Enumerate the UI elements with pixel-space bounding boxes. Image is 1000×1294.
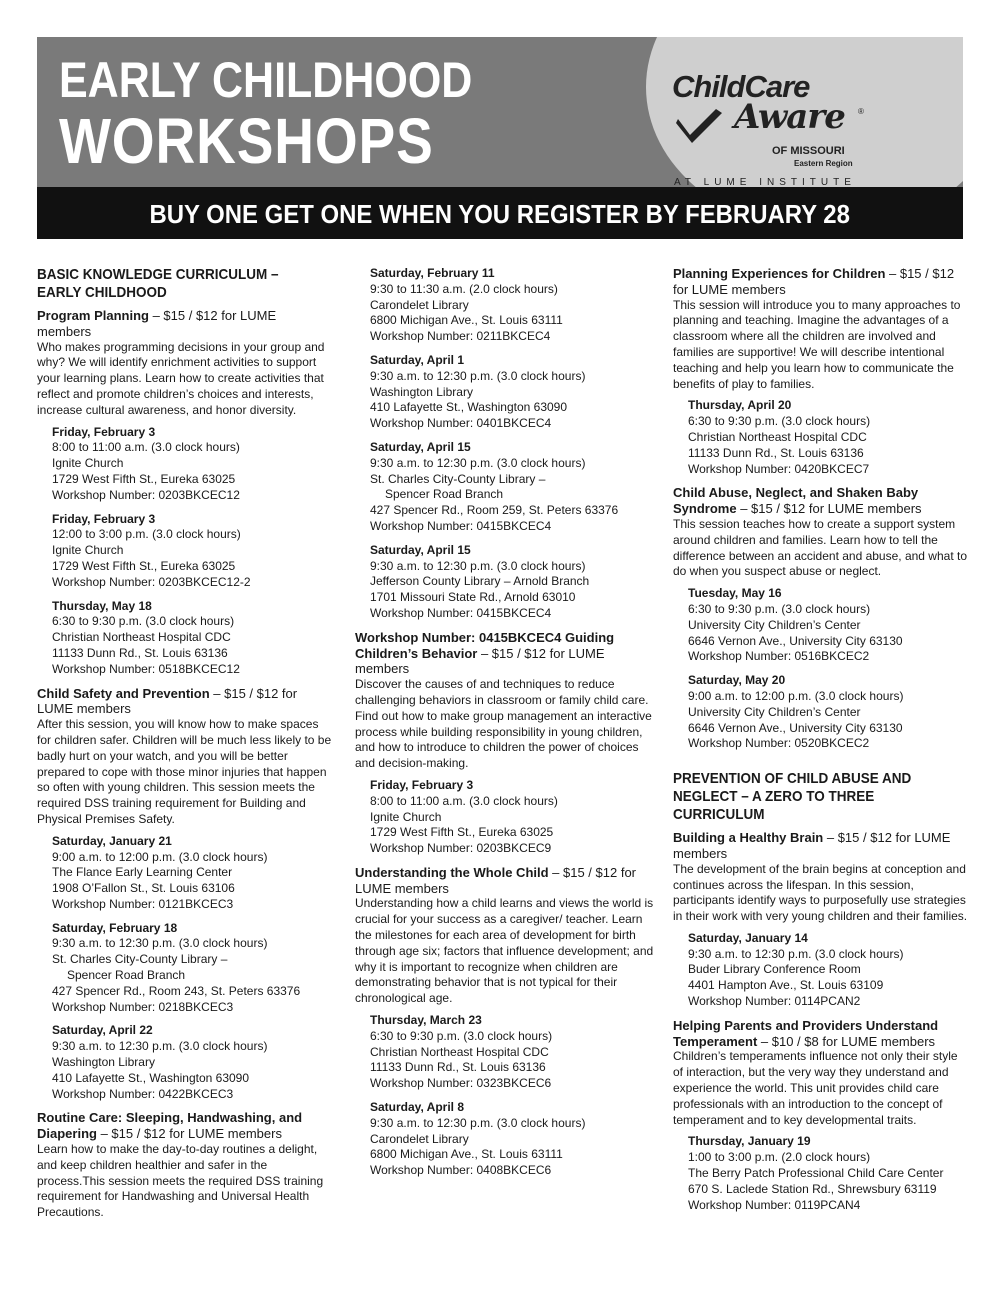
session bbox=[370, 1013, 655, 1092]
session-number: Workshop Number: 0516BKCEC2 bbox=[688, 649, 870, 664]
session-number: Workshop Number: 0203BKCEC12 bbox=[52, 487, 240, 502]
session-place: Carondelet Library bbox=[370, 1131, 469, 1146]
logo-text-3: OF MISSOURI bbox=[772, 145, 845, 157]
session-address: 6800 Michigan Ave., St. Louis 63111 bbox=[370, 313, 563, 328]
session bbox=[688, 398, 968, 477]
session-number: Workshop Number: 0415BKCEC4 bbox=[370, 518, 552, 533]
session-number: Workshop Number: 0408BKCEC6 bbox=[370, 1163, 552, 1178]
session-date: Saturday, April 15 bbox=[370, 542, 471, 557]
session bbox=[52, 425, 332, 504]
workshop-description: After this session, you will know how to make spaces for children safer. Children will be much less likely to be badly hurt on your watch, and you will be better prepared to cope with those minor injuries that happen so often with young children. This session meets the required DSS training requirement for Building and Physical Premises Safety. bbox=[37, 717, 332, 826]
session-address: 1729 West Fifth St., Eureka 63025 bbox=[370, 825, 554, 840]
session-date: Tuesday, May 16 bbox=[688, 586, 782, 601]
session-address: 670 S. Laclede Station Rd., Shrewsbury 63119 bbox=[688, 1181, 937, 1196]
workshop-healthy-brain bbox=[673, 830, 968, 1010]
session bbox=[52, 834, 332, 913]
workshop-title: Routine Care: Sleeping, Handwashing, and Diapering bbox=[37, 1110, 303, 1142]
workshop-child-abuse bbox=[673, 485, 968, 752]
session-address: 410 Lafayette St., Washington 63090 bbox=[370, 400, 568, 415]
session-address: 6800 Michigan Ave., St. Louis 63111 bbox=[370, 1147, 563, 1162]
session-address: 1908 O’Fallon St., St. Louis 63106 bbox=[52, 881, 235, 896]
session-time: 6:30 to 9:30 p.m. (3.0 clock hours) bbox=[370, 1028, 553, 1043]
session-date: Thursday, January 19 bbox=[688, 1134, 811, 1149]
session-place: Washington Library bbox=[370, 384, 473, 399]
session-time: 9:30 a.m. to 12:30 p.m. (3.0 clock hours) bbox=[370, 558, 586, 573]
workshop-title: Child Abuse, Neglect, and Shaken Baby Syndrome bbox=[673, 485, 919, 517]
page-title bbox=[59, 52, 540, 177]
workshop-description: The development of the brain begins at conception and continues across the lifespan. In this session, participants identify ways to purposefully use strategies in their work with very young children and their families. bbox=[673, 861, 968, 924]
session-place: The Berry Patch Professional Child Care Center bbox=[688, 1166, 944, 1181]
session-number: Workshop Number: 0203BKCEC12-2 bbox=[52, 574, 251, 589]
session-date: Saturday, April 1 bbox=[370, 352, 465, 367]
session-address: 11133 Dunn Rd., St. Louis 63136 bbox=[370, 1060, 546, 1075]
session-time: 9:30 a.m. to 12:30 p.m. (3.0 clock hours) bbox=[370, 368, 586, 383]
session-place: Ignite Church bbox=[52, 456, 124, 471]
banner-text: BUY ONE GET ONE WHEN YOU REGISTER BY FEBRUARY 28 bbox=[149, 199, 851, 229]
session-number: Workshop Number: 0422BKCEC3 bbox=[52, 1086, 234, 1101]
workshop-description: Learn how to make the day-to-day routines a delight, and keep children healthier and safer in the process.This session meets the required DSS training requirement for Handwashing and Universal Health Precautions. bbox=[37, 1142, 324, 1220]
session-date: Saturday, May 20 bbox=[688, 673, 786, 688]
session bbox=[370, 778, 655, 857]
session-address: 1701 Missouri State Rd., Arnold 63010 bbox=[370, 590, 576, 605]
workshop-price: – $15 / $12 for LUME members bbox=[355, 864, 636, 896]
session-number: Workshop Number: 0415BKCEC4 bbox=[370, 605, 552, 620]
session-time: 9:00 a.m. to 12:00 p.m. (3.0 clock hours) bbox=[52, 849, 268, 864]
registered-mark: ® bbox=[858, 107, 864, 116]
session-date: Saturday, April 15 bbox=[370, 439, 471, 454]
session-number: Workshop Number: 0401BKCEC4 bbox=[370, 416, 552, 431]
session-time: 8:00 to 11:00 a.m. (3.0 clock hours) bbox=[370, 793, 558, 808]
workshop-temperament bbox=[673, 1018, 968, 1214]
session bbox=[370, 1100, 655, 1179]
column-2 bbox=[355, 266, 655, 1187]
promo-banner bbox=[37, 187, 963, 239]
workshop-description: Children’s temperaments influence not only their style of interaction, but the very way they understand and experience the world. This unit provides child care professionals with an introduction to the concept of temperament and to key developmental traits. bbox=[673, 1049, 958, 1127]
workshop-description: Discover the causes of and techniques to reduce challenging behaviors in classroom or family child care. Find out how to make group management an interactive process while building responsibility in young children, and how to introduce to children the power of choices and decision-making. bbox=[355, 677, 652, 771]
session bbox=[52, 921, 332, 1016]
workshop-description: This session will introduce you to many approaches to planning and teaching. Imagine the advantages of a classroom where all the children are involved and families are supportive! We will describe intentional teaching and help you learn how to communicate the benefits of play to families. bbox=[673, 297, 961, 391]
workshop-price: – $15 / $12 for LUME members bbox=[355, 645, 605, 677]
session-place: Buder Library Conference Room bbox=[688, 962, 861, 977]
title-line-1: EARLY CHILDHOOD bbox=[59, 52, 473, 108]
checkmark-icon bbox=[676, 105, 736, 145]
workshop-price: – $10 / $8 for LUME members bbox=[757, 1033, 936, 1049]
session bbox=[52, 599, 332, 678]
session bbox=[52, 512, 332, 591]
session bbox=[370, 353, 655, 432]
session-number: Workshop Number: 0218BKCEC3 bbox=[52, 999, 234, 1014]
session-date: Saturday, January 14 bbox=[688, 930, 808, 945]
logo-text-2: Aware bbox=[734, 97, 845, 137]
session-number: Workshop Number: 0518BKCEC12 bbox=[52, 661, 240, 676]
session-date: Saturday, January 21 bbox=[52, 833, 172, 848]
session-time: 6:30 to 9:30 p.m. (3.0 clock hours) bbox=[688, 414, 871, 429]
session-time: 12:00 to 3:00 p.m. (3.0 clock hours) bbox=[52, 527, 241, 542]
session-place: University City Children’s Center bbox=[688, 704, 861, 719]
session bbox=[370, 440, 655, 535]
session-time: 9:30 a.m. to 12:30 p.m. (3.0 clock hours) bbox=[52, 1039, 268, 1054]
session-time: 8:00 to 11:00 a.m. (3.0 clock hours) bbox=[52, 440, 240, 455]
header bbox=[37, 37, 963, 187]
session-date: Saturday, April 8 bbox=[370, 1100, 465, 1115]
session-address: 6646 Vernon Ave., University City 63130 bbox=[688, 720, 903, 735]
column-3 bbox=[673, 266, 968, 1221]
childcare-aware-logo bbox=[672, 59, 892, 187]
session-date: Thursday, March 23 bbox=[370, 1013, 482, 1028]
section-heading: BASIC KNOWLEDGE CURRICULUM – EARLY CHILDHOOD bbox=[37, 266, 279, 301]
session-time: 9:30 a.m. to 12:30 p.m. (3.0 clock hours) bbox=[370, 1115, 586, 1130]
session-place: Christian Northeast Hospital CDC bbox=[52, 630, 231, 645]
session-place: St. Charles City-County Library – bbox=[52, 952, 228, 967]
session-date: Saturday, April 22 bbox=[52, 1023, 153, 1038]
session-date: Saturday, February 18 bbox=[52, 920, 178, 935]
workshop-title: Child Safety and Prevention bbox=[37, 685, 210, 701]
session-address: 1729 West Fifth St., Eureka 63025 bbox=[52, 471, 236, 486]
session-number: Workshop Number: 0520BKCEC2 bbox=[688, 736, 870, 751]
session bbox=[688, 586, 968, 665]
title-line-2: WORKSHOPS bbox=[59, 105, 434, 177]
session bbox=[370, 543, 655, 622]
session-time: 6:30 to 9:30 p.m. (3.0 clock hours) bbox=[52, 614, 235, 629]
section-heading: PREVENTION OF CHILD ABUSE AND NEGLECT – A ZERO TO THREE CURRICULUM bbox=[673, 770, 912, 824]
workshop-title: Planning Experiences for Children bbox=[673, 266, 886, 281]
workshop-title: Workshop Number: 0415BKCEC4 Guiding Children’s Behavior bbox=[355, 629, 615, 661]
session-place: Ignite Church bbox=[370, 809, 442, 824]
session-place: Christian Northeast Hospital CDC bbox=[370, 1044, 549, 1059]
workshop-price: – $15 / $12 for LUME members bbox=[37, 685, 298, 717]
session-place: Washington Library bbox=[52, 1055, 155, 1070]
workshop-title: Program Planning bbox=[37, 308, 149, 323]
session-number: Workshop Number: 0211BKCEC4 bbox=[370, 329, 551, 344]
workshop-planning-experiences bbox=[673, 266, 968, 477]
session-number: Workshop Number: 0121BKCEC3 bbox=[52, 896, 234, 911]
session-date: Thursday, April 20 bbox=[688, 398, 792, 413]
session-place-branch: Spencer Road Branch bbox=[67, 968, 186, 983]
session-time: 9:30 to 11:30 a.m. (2.0 clock hours) bbox=[370, 281, 558, 296]
session-place: Jefferson County Library – Arnold Branch bbox=[370, 574, 590, 589]
workshop-title: Understanding the Whole Child bbox=[355, 864, 549, 880]
session-place: St. Charles City-County Library – bbox=[370, 471, 546, 486]
session-time: 6:30 to 9:30 p.m. (3.0 clock hours) bbox=[688, 601, 871, 616]
session-address: 11133 Dunn Rd., St. Louis 63136 bbox=[688, 445, 864, 460]
workshop-price: – $15 / $12 for LUME members bbox=[673, 266, 955, 297]
workshop-description: Who makes programming decisions in your group and why? We will identify enrichment activities to support your learning plans. Learn how to create activities that reflect and promote children’s choices and interests, increase cultural awareness, and honor diversity. bbox=[37, 339, 325, 417]
session-date: Friday, February 3 bbox=[52, 511, 156, 526]
workshop-description: This session teaches how to create a support system around children and families. Learn how to tell the difference between an accident and abuse, and what to do when you suspect abuse or neglect. bbox=[673, 516, 967, 579]
session-place: Christian Northeast Hospital CDC bbox=[688, 429, 867, 444]
session-date: Thursday, May 18 bbox=[52, 598, 152, 613]
session bbox=[52, 1023, 332, 1102]
workshop-child-safety bbox=[37, 686, 332, 1103]
session-time: 9:30 a.m. to 12:30 p.m. (3.0 clock hours) bbox=[688, 946, 904, 961]
session-time: 1:00 to 3:00 p.m. (2.0 clock hours) bbox=[688, 1150, 871, 1165]
session-number: Workshop Number: 0114PCAN2 bbox=[688, 994, 861, 1009]
workshop-title: Helping Parents and Providers Understand Temperament bbox=[673, 1017, 939, 1049]
session-place: Carondelet Library bbox=[370, 297, 469, 312]
workshop-price: – $15 / $12 for LUME members bbox=[736, 501, 922, 517]
session-date: Friday, February 3 bbox=[52, 424, 156, 439]
session-number: Workshop Number: 0323BKCEC6 bbox=[370, 1076, 552, 1091]
session-number: Workshop Number: 0420BKCEC7 bbox=[688, 461, 870, 476]
workshop-description: Understanding how a child learns and views the world is crucial for your success as a caregiver/ teacher. Learn the milestones for each area of development for birth through age six; factors that influence development; and why it is important to recognize when children are demonstrating behavior that is not typical for their chronological age. bbox=[355, 896, 654, 1006]
workshop-guiding-behavior bbox=[355, 630, 655, 857]
session bbox=[688, 673, 968, 752]
workshop-title: Building a Healthy Brain bbox=[673, 830, 824, 846]
column-1 bbox=[37, 266, 332, 1227]
session-time: 9:30 a.m. to 12:30 p.m. (3.0 clock hours) bbox=[52, 936, 268, 951]
session-address: 410 Lafayette St., Washington 63090 bbox=[52, 1070, 250, 1085]
session-time: 9:00 a.m. to 12:00 p.m. (3.0 clock hours) bbox=[688, 688, 904, 703]
session-address: 1729 West Fifth St., Eureka 63025 bbox=[52, 558, 236, 573]
session-date: Friday, February 3 bbox=[370, 777, 474, 792]
logo-text-4: Eastern Region bbox=[794, 159, 853, 168]
session-address: 11133 Dunn Rd., St. Louis 63136 bbox=[52, 645, 228, 660]
session-address: 6646 Vernon Ave., University City 63130 bbox=[688, 633, 903, 648]
session-number: Workshop Number: 0119PCAN4 bbox=[688, 1197, 861, 1212]
session-address: 4401 Hampton Ave., St. Louis 63109 bbox=[688, 978, 884, 993]
session-number: Workshop Number: 0203BKCEC9 bbox=[370, 841, 552, 856]
session-place: Ignite Church bbox=[52, 543, 124, 558]
session-place: The Flance Early Learning Center bbox=[52, 865, 233, 880]
session-place-branch: Spencer Road Branch bbox=[385, 487, 504, 502]
workshop-price: – $15 / $12 for LUME members bbox=[673, 830, 951, 861]
session-time: 9:30 a.m. to 12:30 p.m. (3.0 clock hours) bbox=[370, 455, 586, 470]
session bbox=[688, 931, 968, 1010]
session-address: 427 Spencer Rd., Room 259, St. Peters 63376 bbox=[370, 503, 619, 518]
logo-text-1: ChildCare bbox=[672, 69, 810, 104]
session-date: Saturday, February 11 bbox=[370, 266, 495, 280]
workshop-whole-child bbox=[355, 865, 655, 1179]
session-place: University City Children’s Center bbox=[688, 617, 861, 632]
session bbox=[370, 266, 655, 345]
session-address: 427 Spencer Rd., Room 243, St. Peters 63376 bbox=[52, 983, 301, 998]
logo-text-5: AT LUME INSTITUTE bbox=[674, 177, 856, 187]
workshop-routine-care bbox=[37, 1110, 332, 1221]
workshop-price: – $15 / $12 for LUME members bbox=[96, 1126, 282, 1142]
workshop-program-planning bbox=[37, 308, 332, 678]
session bbox=[688, 1134, 968, 1213]
workshop-price: – $15 / $12 for LUME members bbox=[37, 308, 277, 339]
